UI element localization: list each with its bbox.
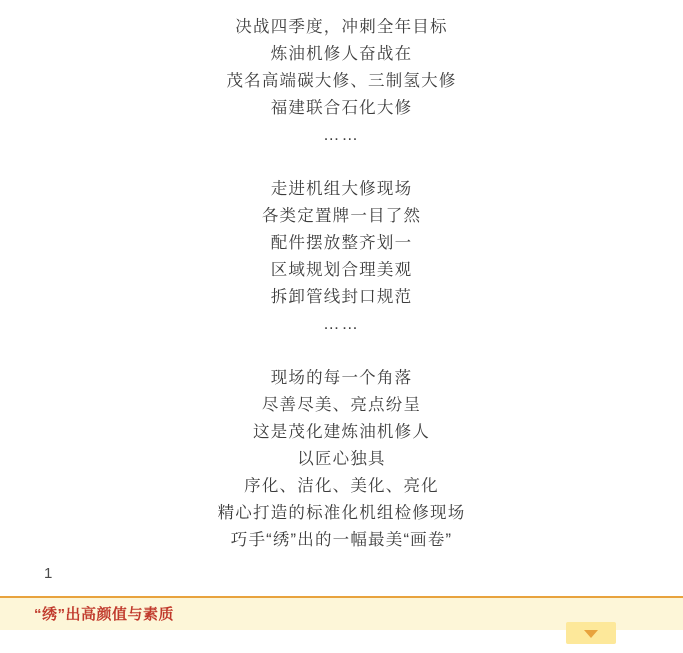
poem-line: 区域规划合理美观 [270, 261, 413, 279]
poem-body [0, 14, 683, 554]
poem-line: 这是茂化建炼油机修人 [253, 423, 430, 441]
poem-line: 茂名高端碳大修、三制氢大修 [226, 72, 457, 90]
poem-line: 尽善尽美、亮点纷呈 [261, 396, 422, 414]
poem-line: 配件摆放整齐划一 [270, 234, 413, 252]
poem-line: 炼油机修人奋战在 [270, 45, 413, 63]
poem-line-ellipsis: …… [323, 126, 360, 144]
stanza-gap [0, 338, 683, 365]
stanza-2 [0, 176, 683, 338]
chevron-down-icon [584, 630, 598, 638]
poem-line: 巧手“绣”出的一幅最美“画卷” [230, 531, 453, 549]
poem-line: 序化、洁化、美化、亮化 [244, 477, 439, 495]
poem-line: 现场的每一个角落 [270, 369, 413, 387]
footer-title: “绣”出高颜值与素质 [34, 606, 175, 623]
poem-line: 精心打造的标准化机组检修现场 [217, 504, 466, 522]
poem-line: 以匠心独具 [297, 450, 386, 468]
stanza-1 [0, 14, 683, 149]
poem-line-ellipsis: …… [323, 315, 360, 333]
page-number: 1 [44, 565, 53, 582]
stanza-gap [0, 149, 683, 176]
poem-line: 走进机组大修现场 [270, 180, 413, 198]
poem-line: 福建联合石化大修 [270, 99, 413, 117]
poem-line: 拆卸管线封口规范 [270, 288, 413, 306]
poem-line: 各类定置牌一目了然 [261, 207, 422, 225]
poem-line: 决战四季度，冲刺全年目标 [235, 18, 448, 36]
scroll-down-button[interactable] [566, 622, 616, 644]
stanza-3 [0, 365, 683, 554]
